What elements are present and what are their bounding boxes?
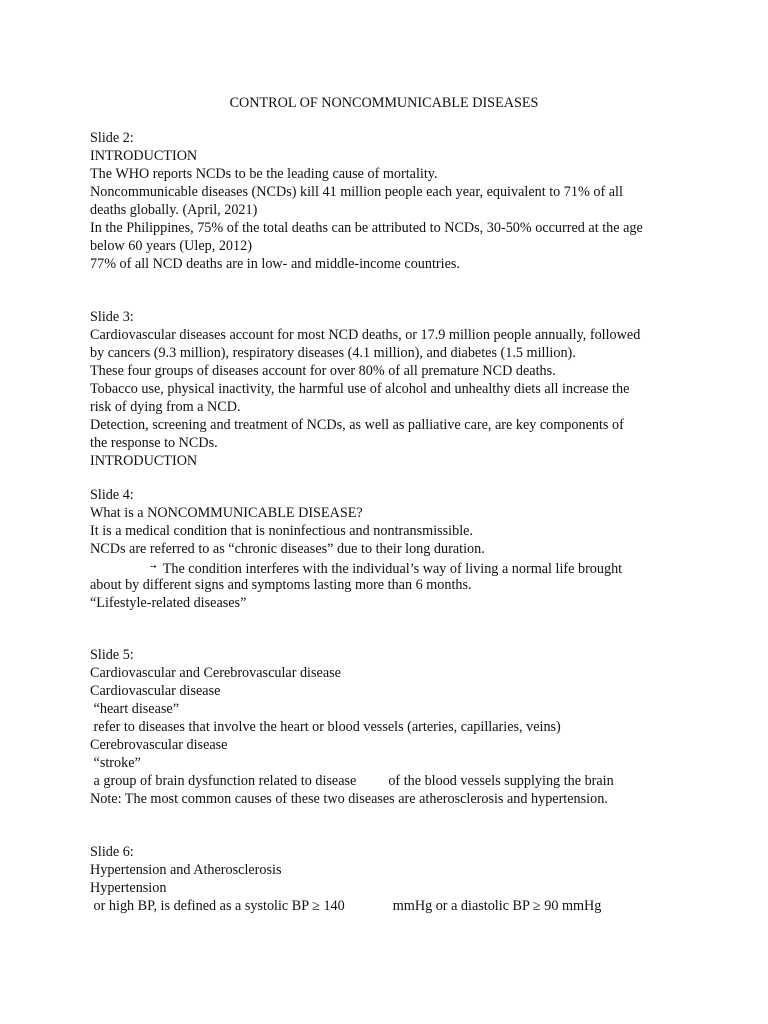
arrow-bullet-icon: ➙ <box>150 562 157 571</box>
text-fragment: or high BP, is defined as a systolic BP ≥ 140 <box>90 898 345 914</box>
slide-label: Slide 2: <box>90 130 134 146</box>
text-fragment: mmHg or a diastolic BP ≥ 90 mmHg <box>392 898 602 914</box>
text-line: Cardiovascular disease <box>90 683 221 699</box>
text-line: “Lifestyle-related diseases” <box>90 595 247 611</box>
text-fragment: a group of brain dysfunction related to disease <box>90 773 357 789</box>
text-line: “heart disease” <box>90 701 180 717</box>
bullet-line <box>90 558 690 576</box>
text-line: Cardiovascular and Cerebrovascular disease <box>90 665 341 681</box>
text-line: Tobacco use, physical inactivity, the harmful use of alcohol and unhealthy diets all increase the <box>90 381 630 397</box>
text-line: below 60 years (Ulep, 2012) <box>90 238 252 254</box>
text-line: Hypertension <box>90 880 167 896</box>
document-title: CONTROL OF NONCOMMUNICABLE DISEASES <box>229 95 539 111</box>
text-line: 77% of all NCD deaths are in low- and middle-income countries. <box>90 256 460 272</box>
slide-label: Slide 3: <box>90 309 134 325</box>
text-line: NCDs are referred to as “chronic diseases” due to their long duration. <box>90 541 485 557</box>
text-line: It is a medical condition that is noninfectious and nontransmissible. <box>90 523 473 539</box>
slide-label: Slide 5: <box>90 647 134 663</box>
text-line: Noncommunicable diseases (NCDs) kill 41 million people each year, equivalent to 71% of all <box>90 184 623 200</box>
text-line: the response to NCDs. <box>90 435 218 451</box>
text-fragment: of the blood vessels supplying the brain <box>388 773 614 789</box>
slide-2-section <box>90 129 690 273</box>
text-line: In the Philippines, 75% of the total deaths can be attributed to NCDs, 30-50% occurred at the age <box>90 220 643 236</box>
slide-label: Slide 4: <box>90 487 134 503</box>
slide-6-section <box>90 843 690 915</box>
slide-4-section <box>90 486 690 612</box>
section-heading: INTRODUCTION <box>90 148 198 164</box>
slide-5-section <box>90 646 690 808</box>
bullet-text: The condition interferes with the individual’s way of living a normal life brought <box>162 561 623 577</box>
slide-label: Slide 6: <box>90 844 134 860</box>
text-line: risk of dying from a NCD. <box>90 399 241 415</box>
text-line: What is a NONCOMMUNICABLE DISEASE? <box>90 505 363 521</box>
text-line: deaths globally. (April, 2021) <box>90 202 258 218</box>
section-heading: INTRODUCTION <box>90 453 198 469</box>
text-line: “stroke” <box>90 755 141 771</box>
text-line: refer to diseases that involve the heart or blood vessels (arteries, capillaries, veins) <box>90 719 561 735</box>
slide-3-section <box>90 308 690 470</box>
text-line: by cancers (9.3 million), respiratory diseases (4.1 million), and diabetes (1.5 million). <box>90 345 576 361</box>
text-line <box>90 772 690 790</box>
text-line: The WHO reports NCDs to be the leading cause of mortality. <box>90 166 438 182</box>
text-line: about by different signs and symptoms lasting more than 6 months. <box>90 577 472 593</box>
text-line: These four groups of diseases account for over 80% of all premature NCD deaths. <box>90 363 556 379</box>
text-line: Detection, screening and treatment of NCDs, as well as palliative care, are key components of <box>90 417 624 433</box>
text-line: Cerebrovascular disease <box>90 737 228 753</box>
text-line <box>90 897 690 915</box>
text-line: Cardiovascular diseases account for most NCD deaths, or 17.9 million people annually, followed <box>90 327 641 343</box>
note-line: Note: The most common causes of these two diseases are atherosclerosis and hypertension. <box>90 791 608 807</box>
text-line: Hypertension and Atherosclerosis <box>90 862 282 878</box>
